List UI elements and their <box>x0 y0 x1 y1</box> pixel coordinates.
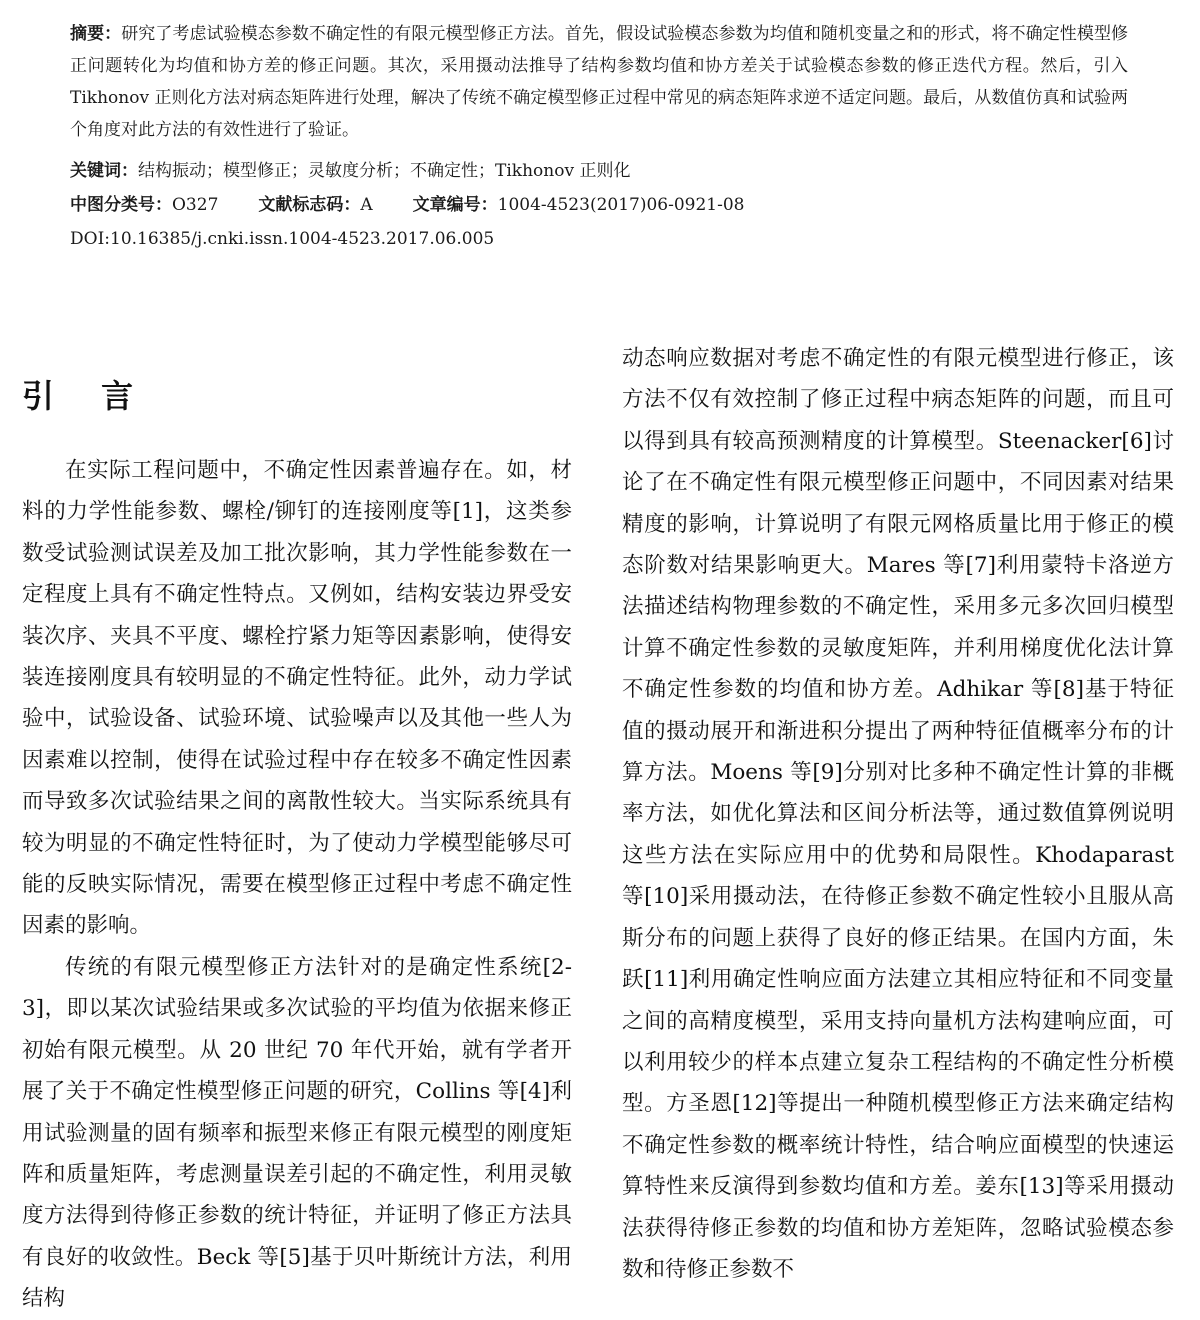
clc-value: O327 <box>172 195 219 215</box>
article-no-label: 文章编号： <box>412 195 498 215</box>
abstract <box>70 18 1128 146</box>
right-column <box>622 338 1174 1290</box>
intro-paragraph-2: 传统的有限元模型修正方法针对的是确定性系统[2-3]，即以某次试验结果或多次试验的平均值为依据来修正初始有限元模型。从 20 世纪 70 年代开始，就有学者开展了关于不确定性模型修正问题的研究，Collins 等[4]利用试验测量的固有频率和振型来修正有限元模型的刚度矩阵和质量矩阵，考虑测量误差引起的不确定性，利用灵敏度方法得到待修正参数的统计特征，并证明了修正方法具有良好的收敛性。Beck 等[5]基于贝叶斯统计方法，利用结构 <box>22 954 572 1312</box>
intro-paragraph-2-continued: 动态响应数据对考虑不确定性的有限元模型进行修正，该方法不仅有效控制了修正过程中病态矩阵的问题，而且可以得到具有较高预测精度的计算模型。Steenacker[6]讨论了在不确定性有限元模型修正问题中，不同因素对结果精度的影响，计算说明了有限元网格质量比用于修正的模态阶数对结果影响更大。Mares 等[7]利用蒙特卡洛逆方法描述结构物理参数的不确定性，采用多元多次回归模型计算不确定性参数的灵敏度矩阵，并利用梯度优化法计算不确定性参数的均值和协方差。Adhikar 等[8]基于特征值的摄动展开和渐进积分提出了两种特征值概率分布的计算方法。Moens 等[9]分别对比多种不确定性计算的非概率方法，如优化算法和区间分析法等，通过数值算例说明这些方法在实际应用中的优势和局限性。Khodaparast 等[10]采用摄动法，在待修正参数不确定性较小且服从高斯分布的问题上获得了良好的修正结果。在国内方面，朱跃[11]利用确定性响应面方法建立其相应特征和不同变量之间的高精度模型，采用支持向量机方法构建响应面，可以利用较少的样本点建立复杂工程结构的不确定性分析模型。方圣恩[12]等提出一种随机模型修正方法来确定结构不确定性参数的概率统计特性，结合响应面模型的快速运算特性来反演得到参数均值和方差。姜东[13]等采用摄动法获得待修正参数的均值和协方差矩阵，忽略试验模态参数和待修正参数不 <box>622 346 1174 1282</box>
keywords-text: 结构振动；模型修正；灵敏度分析；不确定性；Tikhonov 正则化 <box>138 161 631 181</box>
left-column <box>22 340 572 1320</box>
keywords <box>70 154 1128 188</box>
article-no-value: 1004-4523(2017)06-0921-08 <box>497 195 745 215</box>
abstract-label: 摘要： <box>70 24 122 44</box>
intro-paragraph-1: 在实际工程问题中，不确定性因素普遍存在。如，材料的力学性能参数、螺栓/铆钉的连接刚度等[1]，这类参数受试验测试误差及加工批次影响，其力学性能参数在一定程度上具有不确定性特点。又例如，结构安装边界受安装次序、夹具不平度、螺栓拧紧力矩等因素影响，使得安装连接刚度具有较明显的不确定性特征。此外，动力学试验中，试验设备、试验环境、试验噪声以及其他一些人为因素难以控制，使得在试验过程中存在较多不确定性因素而导致多次试验结果之间的离散性较大。当实际系统具有较为明显的不确定性特征时，为了使动力学模型能够尽可能的反映实际情况，需要在模型修正过程中考虑不确定性因素的影响。 <box>22 458 572 939</box>
section-heading: 引 言 <box>22 377 152 415</box>
front-matter <box>70 18 1128 256</box>
abstract-text: 研究了考虑试验模态参数不确定性的有限元模型修正方法。首先，假设试验模态参数为均值和随机变量之和的形式，将不确定性模型修正问题转化为均值和协方差的修正问题。其次，采用摄动法推导了结构参数均值和协方差关于试验模态参数的修正迭代方程。然后，引入 Tikhonov 正则化方法对病态矩阵进行处理，解决了传统不确定模型修正过程中常见的病态矩阵求逆不适定问题。最后，从数值仿真和试验两个角度对此方法的有效性进行了验证。 <box>70 24 1129 140</box>
keywords-label: 关键词： <box>70 161 138 181</box>
clc-label: 中图分类号： <box>70 195 172 215</box>
classification-row <box>70 188 1128 222</box>
doc-code-label: 文献标志码： <box>258 195 361 215</box>
doi: DOI:10.16385/j.cnki.issn.1004-4523.2017.06.005 <box>70 229 495 249</box>
doc-code-value: A <box>360 195 373 215</box>
